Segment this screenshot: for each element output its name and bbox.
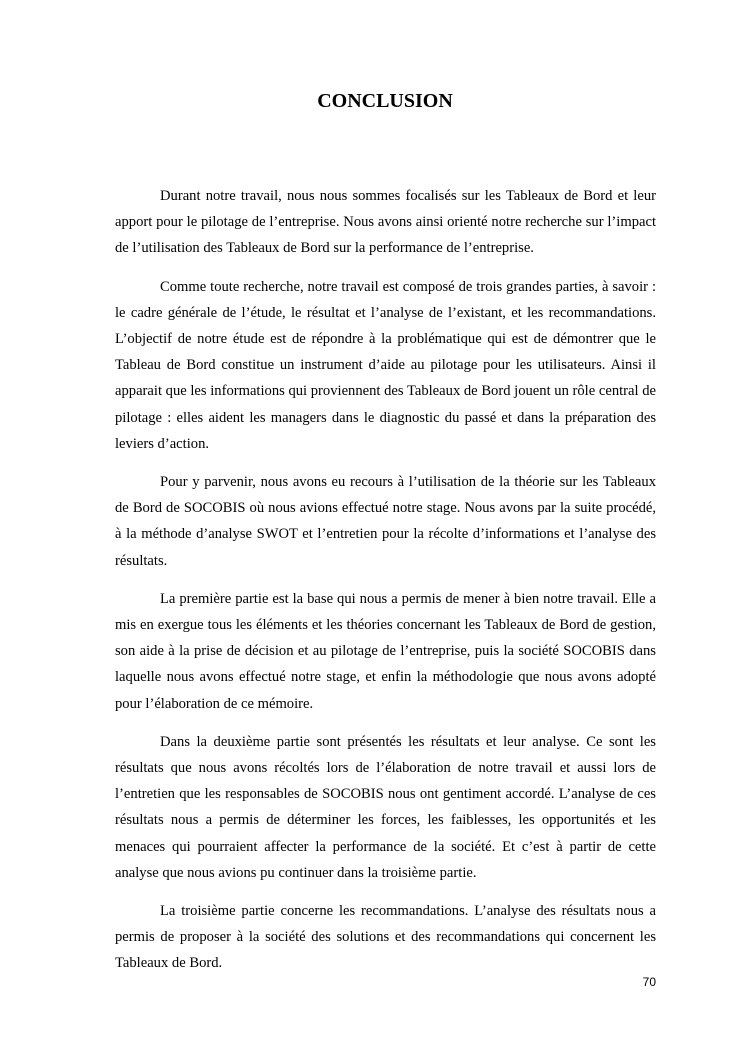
paragraph-part-three: La troisième partie concerne les recommandations. L’analyse des résultats nous a permis de proposer à la société des solutions et des recommandations qui concernent les Tableaux de Bord.: [115, 903, 656, 972]
paragraph-part-two: Dans la deuxième partie sont présentés les résultats et leur analyse. Ce sont les résultats que nous avons récoltés lors de l’élaboration de notre travail et aussi lors de l’entretien que les responsables de SOCOBIS nous ont gentiment accordé. L’analyse de ces résultats nous a permis de déterminer les forces, les faiblesses, les opportunités et les menaces qui pourraient affecter la performance de la société. Et c’est à partir de cette analyse que nous avions pu continuer dans la troisième partie.: [115, 733, 656, 881]
page-number: 70: [642, 975, 656, 989]
paragraph-structure: Comme toute recherche, notre travail est composé de trois grandes parties, à savoir : le cadre générale de l’étude, le résultat et l’analyse de l’existant, et les recommandations. L’objectif de notre étude est de répondre à la problématique qui est de démontrer que le Tableau de Bord constitue un instrument d’aide au pilotage pour les utilisateurs. Ainsi il apparait que les informations qui proviennent des Tableaux de Bord jouent un rôle central de pilotage : elles aident les managers dans le diagnostic du passé et dans la préparation des leviers d’action.: [115, 278, 656, 452]
paragraph-intro: Durant notre travail, nous nous sommes focalisés sur les Tableaux de Bord et leur apport pour le pilotage de l’entreprise. Nous avons ainsi orienté notre recherche sur l’impact de l’utilisation des Tableaux de Bord sur la performance de l’entreprise.: [115, 188, 656, 257]
paragraph-part-one: La première partie est la base qui nous a permis de mener à bien notre travail. Elle a mis en exergue tous les éléments et les théories concernant les Tableaux de Bord de gestion, son aide à la prise de décision et au pilotage de l’entreprise, puis la société SOCOBIS dans laquelle nous avons effectué notre stage, et enfin la méthodologie que nous avons adopté pour l’élaboration de ce mémoire.: [115, 590, 656, 712]
paragraph-method: Pour y parvenir, nous avons eu recours à l’utilisation de la théorie sur les Tableaux de Bord de SOCOBIS où nous avions effectué notre stage. Nous avons par la suite procédé, à la méthode d’analyse SWOT et l’entretien pour la récolte d’informations et l’analyse des résultats.: [115, 474, 656, 569]
conclusion-body: [115, 183, 656, 989]
page-title: CONCLUSION: [317, 90, 453, 112]
